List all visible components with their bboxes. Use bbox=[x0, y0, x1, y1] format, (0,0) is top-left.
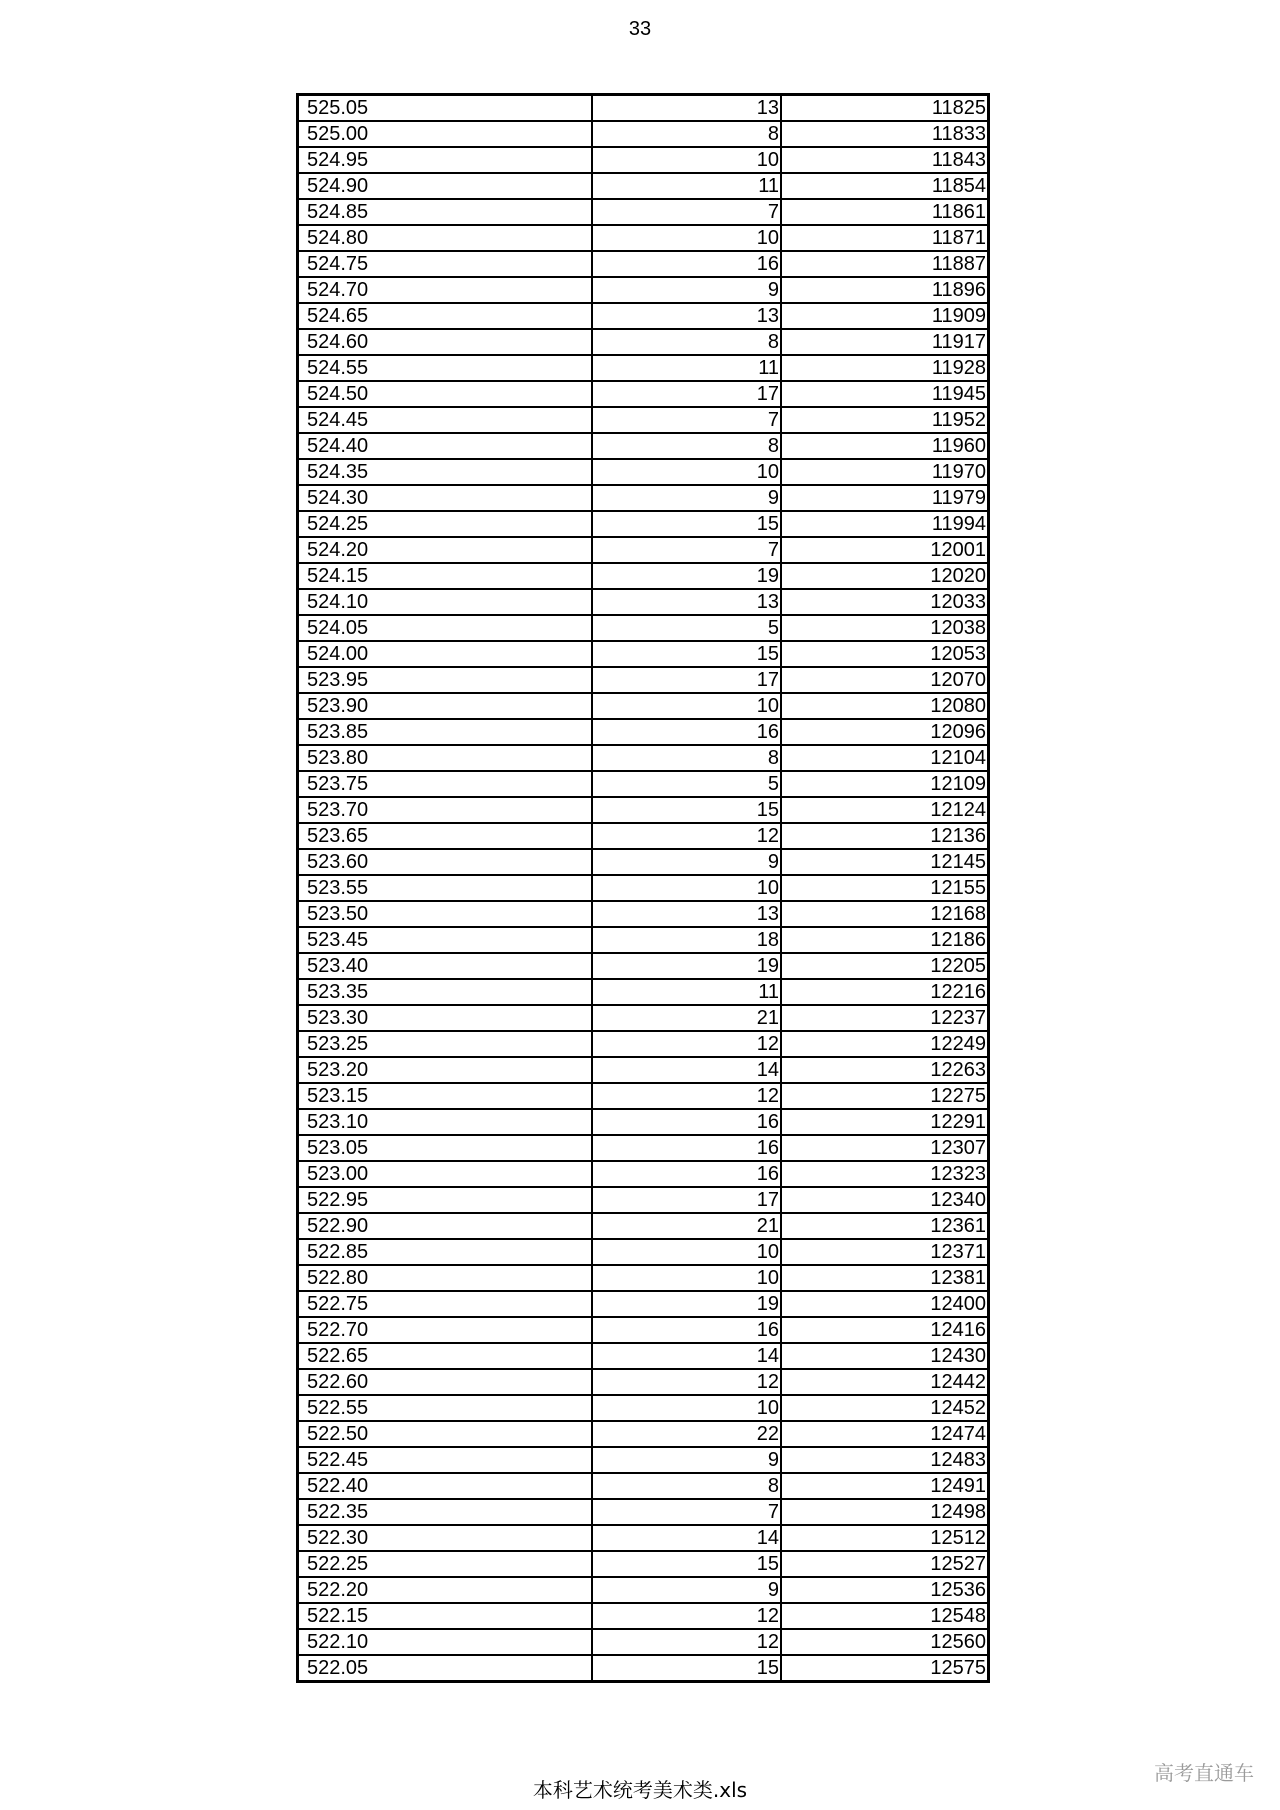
score-cell: 522.25 bbox=[298, 1551, 593, 1577]
count-cell: 11 bbox=[592, 173, 781, 199]
score-cell: 523.85 bbox=[298, 719, 593, 745]
table-row bbox=[298, 1447, 989, 1473]
cumulative-cell: 11833 bbox=[781, 121, 989, 147]
count-cell: 10 bbox=[592, 1239, 781, 1265]
table-row bbox=[298, 719, 989, 745]
cumulative-cell: 12536 bbox=[781, 1577, 989, 1603]
count-cell: 5 bbox=[592, 615, 781, 641]
count-cell: 12 bbox=[592, 823, 781, 849]
score-cell: 522.55 bbox=[298, 1395, 593, 1421]
score-cell: 523.50 bbox=[298, 901, 593, 927]
cumulative-cell: 12474 bbox=[781, 1421, 989, 1447]
cumulative-cell: 11960 bbox=[781, 433, 989, 459]
count-cell: 10 bbox=[592, 875, 781, 901]
count-cell: 12 bbox=[592, 1369, 781, 1395]
count-cell: 10 bbox=[592, 1265, 781, 1291]
cumulative-cell: 12483 bbox=[781, 1447, 989, 1473]
count-cell: 14 bbox=[592, 1057, 781, 1083]
score-cell: 522.80 bbox=[298, 1265, 593, 1291]
score-cell: 522.65 bbox=[298, 1343, 593, 1369]
table-row bbox=[298, 589, 989, 615]
count-cell: 17 bbox=[592, 667, 781, 693]
count-cell: 17 bbox=[592, 381, 781, 407]
score-cell: 524.75 bbox=[298, 251, 593, 277]
cumulative-cell: 12442 bbox=[781, 1369, 989, 1395]
cumulative-cell: 12124 bbox=[781, 797, 989, 823]
cumulative-cell: 12186 bbox=[781, 927, 989, 953]
score-cell: 524.55 bbox=[298, 355, 593, 381]
footer-filename: 本科艺术统考美术类.xls bbox=[532, 1778, 748, 1802]
cumulative-cell: 12340 bbox=[781, 1187, 989, 1213]
count-cell: 14 bbox=[592, 1525, 781, 1551]
table-row bbox=[298, 355, 989, 381]
table-row bbox=[298, 1525, 989, 1551]
score-cell: 522.15 bbox=[298, 1603, 593, 1629]
table-row bbox=[298, 1369, 989, 1395]
table-row bbox=[298, 173, 989, 199]
score-cell: 524.00 bbox=[298, 641, 593, 667]
score-cell: 524.45 bbox=[298, 407, 593, 433]
count-cell: 7 bbox=[592, 537, 781, 563]
cumulative-cell: 12416 bbox=[781, 1317, 989, 1343]
cumulative-cell: 12263 bbox=[781, 1057, 989, 1083]
table-row bbox=[298, 563, 989, 589]
cumulative-cell: 11854 bbox=[781, 173, 989, 199]
table-row bbox=[298, 927, 989, 953]
cumulative-cell: 11909 bbox=[781, 303, 989, 329]
table-row bbox=[298, 1187, 989, 1213]
table-row bbox=[298, 1317, 989, 1343]
count-cell: 7 bbox=[592, 1499, 781, 1525]
count-cell: 11 bbox=[592, 979, 781, 1005]
cumulative-cell: 12249 bbox=[781, 1031, 989, 1057]
score-cell: 522.60 bbox=[298, 1369, 593, 1395]
score-cell: 525.00 bbox=[298, 121, 593, 147]
cumulative-cell: 11952 bbox=[781, 407, 989, 433]
table-row bbox=[298, 1395, 989, 1421]
cumulative-cell: 12560 bbox=[781, 1629, 989, 1655]
cumulative-cell: 12323 bbox=[781, 1161, 989, 1187]
table-row bbox=[298, 225, 989, 251]
score-cell: 523.70 bbox=[298, 797, 593, 823]
cumulative-cell: 12430 bbox=[781, 1343, 989, 1369]
table-row bbox=[298, 1473, 989, 1499]
score-cell: 522.95 bbox=[298, 1187, 593, 1213]
table-row bbox=[298, 251, 989, 277]
count-cell: 13 bbox=[592, 589, 781, 615]
score-cell: 522.75 bbox=[298, 1291, 593, 1317]
cumulative-cell: 12136 bbox=[781, 823, 989, 849]
score-cell: 524.50 bbox=[298, 381, 593, 407]
count-cell: 11 bbox=[592, 355, 781, 381]
score-cell: 524.85 bbox=[298, 199, 593, 225]
cumulative-cell: 12237 bbox=[781, 1005, 989, 1031]
table-row bbox=[298, 459, 989, 485]
score-cell: 524.70 bbox=[298, 277, 593, 303]
count-cell: 19 bbox=[592, 953, 781, 979]
score-cell: 523.60 bbox=[298, 849, 593, 875]
score-cell: 523.10 bbox=[298, 1109, 593, 1135]
score-cell: 522.45 bbox=[298, 1447, 593, 1473]
score-table bbox=[296, 93, 990, 1683]
cumulative-cell: 11896 bbox=[781, 277, 989, 303]
cumulative-cell: 12548 bbox=[781, 1603, 989, 1629]
table-row bbox=[298, 537, 989, 563]
cumulative-cell: 12080 bbox=[781, 693, 989, 719]
score-cell: 523.20 bbox=[298, 1057, 593, 1083]
table-row bbox=[298, 1265, 989, 1291]
cumulative-cell: 12020 bbox=[781, 563, 989, 589]
count-cell: 8 bbox=[592, 1473, 781, 1499]
table-row bbox=[298, 147, 989, 173]
cumulative-cell: 12168 bbox=[781, 901, 989, 927]
cumulative-cell: 12070 bbox=[781, 667, 989, 693]
table-row bbox=[298, 1421, 989, 1447]
count-cell: 22 bbox=[592, 1421, 781, 1447]
cumulative-cell: 11917 bbox=[781, 329, 989, 355]
watermark-text: 高考直通车 bbox=[1154, 1761, 1254, 1785]
cumulative-cell: 11825 bbox=[781, 95, 989, 122]
count-cell: 15 bbox=[592, 511, 781, 537]
count-cell: 10 bbox=[592, 147, 781, 173]
cumulative-cell: 12205 bbox=[781, 953, 989, 979]
score-cell: 523.05 bbox=[298, 1135, 593, 1161]
score-cell: 524.10 bbox=[298, 589, 593, 615]
count-cell: 15 bbox=[592, 641, 781, 667]
score-cell: 523.65 bbox=[298, 823, 593, 849]
score-cell: 523.80 bbox=[298, 745, 593, 771]
count-cell: 16 bbox=[592, 251, 781, 277]
count-cell: 9 bbox=[592, 849, 781, 875]
table-row bbox=[298, 199, 989, 225]
table-row bbox=[298, 667, 989, 693]
cumulative-cell: 12291 bbox=[781, 1109, 989, 1135]
score-cell: 524.35 bbox=[298, 459, 593, 485]
count-cell: 16 bbox=[592, 1161, 781, 1187]
score-cell: 522.05 bbox=[298, 1655, 593, 1682]
table-row bbox=[298, 329, 989, 355]
count-cell: 10 bbox=[592, 1395, 781, 1421]
score-cell: 524.95 bbox=[298, 147, 593, 173]
count-cell: 9 bbox=[592, 277, 781, 303]
count-cell: 18 bbox=[592, 927, 781, 953]
count-cell: 9 bbox=[592, 1447, 781, 1473]
table-row bbox=[298, 1603, 989, 1629]
score-cell: 522.10 bbox=[298, 1629, 593, 1655]
cumulative-cell: 12109 bbox=[781, 771, 989, 797]
cumulative-cell: 12371 bbox=[781, 1239, 989, 1265]
cumulative-cell: 12053 bbox=[781, 641, 989, 667]
cumulative-cell: 12033 bbox=[781, 589, 989, 615]
count-cell: 21 bbox=[592, 1005, 781, 1031]
count-cell: 16 bbox=[592, 1109, 781, 1135]
table-row bbox=[298, 875, 989, 901]
count-cell: 16 bbox=[592, 1135, 781, 1161]
cumulative-cell: 12096 bbox=[781, 719, 989, 745]
score-cell: 524.65 bbox=[298, 303, 593, 329]
score-cell: 522.30 bbox=[298, 1525, 593, 1551]
cumulative-cell: 11979 bbox=[781, 485, 989, 511]
cumulative-cell: 12452 bbox=[781, 1395, 989, 1421]
count-cell: 8 bbox=[592, 745, 781, 771]
score-cell: 522.50 bbox=[298, 1421, 593, 1447]
table-row bbox=[298, 1213, 989, 1239]
cumulative-cell: 12527 bbox=[781, 1551, 989, 1577]
count-cell: 9 bbox=[592, 485, 781, 511]
score-cell: 523.75 bbox=[298, 771, 593, 797]
count-cell: 8 bbox=[592, 433, 781, 459]
count-cell: 7 bbox=[592, 199, 781, 225]
score-cell: 523.15 bbox=[298, 1083, 593, 1109]
count-cell: 15 bbox=[592, 797, 781, 823]
score-table-body bbox=[298, 95, 989, 1682]
table-row bbox=[298, 485, 989, 511]
score-cell: 524.40 bbox=[298, 433, 593, 459]
count-cell: 13 bbox=[592, 901, 781, 927]
cumulative-cell: 12400 bbox=[781, 1291, 989, 1317]
score-cell: 523.90 bbox=[298, 693, 593, 719]
score-cell: 524.20 bbox=[298, 537, 593, 563]
cumulative-cell: 12512 bbox=[781, 1525, 989, 1551]
cumulative-cell: 12104 bbox=[781, 745, 989, 771]
score-cell: 523.30 bbox=[298, 1005, 593, 1031]
table-row bbox=[298, 1109, 989, 1135]
count-cell: 21 bbox=[592, 1213, 781, 1239]
table-row bbox=[298, 797, 989, 823]
score-cell: 522.90 bbox=[298, 1213, 593, 1239]
table-row bbox=[298, 303, 989, 329]
table-row bbox=[298, 745, 989, 771]
score-cell: 524.90 bbox=[298, 173, 593, 199]
table-row bbox=[298, 1239, 989, 1265]
cumulative-cell: 12491 bbox=[781, 1473, 989, 1499]
count-cell: 16 bbox=[592, 1317, 781, 1343]
table-row bbox=[298, 1005, 989, 1031]
cumulative-cell: 11945 bbox=[781, 381, 989, 407]
count-cell: 17 bbox=[592, 1187, 781, 1213]
count-cell: 15 bbox=[592, 1655, 781, 1682]
table-row bbox=[298, 823, 989, 849]
count-cell: 5 bbox=[592, 771, 781, 797]
count-cell: 8 bbox=[592, 121, 781, 147]
table-row bbox=[298, 953, 989, 979]
table-row bbox=[298, 1161, 989, 1187]
table-row bbox=[298, 1655, 989, 1682]
table-row bbox=[298, 1291, 989, 1317]
count-cell: 13 bbox=[592, 303, 781, 329]
score-cell: 524.05 bbox=[298, 615, 593, 641]
count-cell: 12 bbox=[592, 1603, 781, 1629]
count-cell: 14 bbox=[592, 1343, 781, 1369]
table-row bbox=[298, 615, 989, 641]
cumulative-cell: 11887 bbox=[781, 251, 989, 277]
table-row bbox=[298, 1135, 989, 1161]
cumulative-cell: 11843 bbox=[781, 147, 989, 173]
table-row bbox=[298, 1343, 989, 1369]
table-row bbox=[298, 1031, 989, 1057]
count-cell: 10 bbox=[592, 459, 781, 485]
score-cell: 522.40 bbox=[298, 1473, 593, 1499]
cumulative-cell: 12038 bbox=[781, 615, 989, 641]
score-cell: 522.85 bbox=[298, 1239, 593, 1265]
table-row bbox=[298, 1577, 989, 1603]
table-row bbox=[298, 381, 989, 407]
cumulative-cell: 12275 bbox=[781, 1083, 989, 1109]
score-cell: 523.55 bbox=[298, 875, 593, 901]
score-cell: 524.30 bbox=[298, 485, 593, 511]
cumulative-cell: 12145 bbox=[781, 849, 989, 875]
count-cell: 12 bbox=[592, 1629, 781, 1655]
count-cell: 15 bbox=[592, 1551, 781, 1577]
cumulative-cell: 12575 bbox=[781, 1655, 989, 1682]
count-cell: 16 bbox=[592, 719, 781, 745]
cumulative-cell: 12216 bbox=[781, 979, 989, 1005]
page-number: 33 bbox=[628, 18, 652, 40]
score-cell: 523.45 bbox=[298, 927, 593, 953]
count-cell: 8 bbox=[592, 329, 781, 355]
count-cell: 13 bbox=[592, 95, 781, 122]
cumulative-cell: 12155 bbox=[781, 875, 989, 901]
score-cell: 523.40 bbox=[298, 953, 593, 979]
cumulative-cell: 12307 bbox=[781, 1135, 989, 1161]
score-cell: 522.20 bbox=[298, 1577, 593, 1603]
cumulative-cell: 12361 bbox=[781, 1213, 989, 1239]
table-row bbox=[298, 1057, 989, 1083]
score-cell: 523.35 bbox=[298, 979, 593, 1005]
table-row bbox=[298, 277, 989, 303]
count-cell: 19 bbox=[592, 1291, 781, 1317]
table-row bbox=[298, 433, 989, 459]
cumulative-cell: 11861 bbox=[781, 199, 989, 225]
count-cell: 9 bbox=[592, 1577, 781, 1603]
table-row bbox=[298, 979, 989, 1005]
score-cell: 523.95 bbox=[298, 667, 593, 693]
table-row bbox=[298, 407, 989, 433]
table-row bbox=[298, 849, 989, 875]
cumulative-cell: 11871 bbox=[781, 225, 989, 251]
score-cell: 522.35 bbox=[298, 1499, 593, 1525]
table-row bbox=[298, 121, 989, 147]
table-row bbox=[298, 1551, 989, 1577]
cumulative-cell: 11970 bbox=[781, 459, 989, 485]
score-cell: 524.25 bbox=[298, 511, 593, 537]
table-row bbox=[298, 771, 989, 797]
score-cell: 524.60 bbox=[298, 329, 593, 355]
score-cell: 522.70 bbox=[298, 1317, 593, 1343]
count-cell: 7 bbox=[592, 407, 781, 433]
score-cell: 523.25 bbox=[298, 1031, 593, 1057]
table-row bbox=[298, 641, 989, 667]
count-cell: 19 bbox=[592, 563, 781, 589]
count-cell: 12 bbox=[592, 1083, 781, 1109]
table-row bbox=[298, 511, 989, 537]
table-row bbox=[298, 901, 989, 927]
score-cell: 523.00 bbox=[298, 1161, 593, 1187]
table-row bbox=[298, 1499, 989, 1525]
cumulative-cell: 12001 bbox=[781, 537, 989, 563]
score-cell: 524.80 bbox=[298, 225, 593, 251]
score-cell: 524.15 bbox=[298, 563, 593, 589]
table-row bbox=[298, 1083, 989, 1109]
count-cell: 12 bbox=[592, 1031, 781, 1057]
cumulative-cell: 11928 bbox=[781, 355, 989, 381]
count-cell: 10 bbox=[592, 225, 781, 251]
table-row bbox=[298, 1629, 989, 1655]
table-row bbox=[298, 95, 989, 122]
cumulative-cell: 12498 bbox=[781, 1499, 989, 1525]
count-cell: 10 bbox=[592, 693, 781, 719]
table-row bbox=[298, 693, 989, 719]
cumulative-cell: 12381 bbox=[781, 1265, 989, 1291]
cumulative-cell: 11994 bbox=[781, 511, 989, 537]
score-cell: 525.05 bbox=[298, 95, 593, 122]
